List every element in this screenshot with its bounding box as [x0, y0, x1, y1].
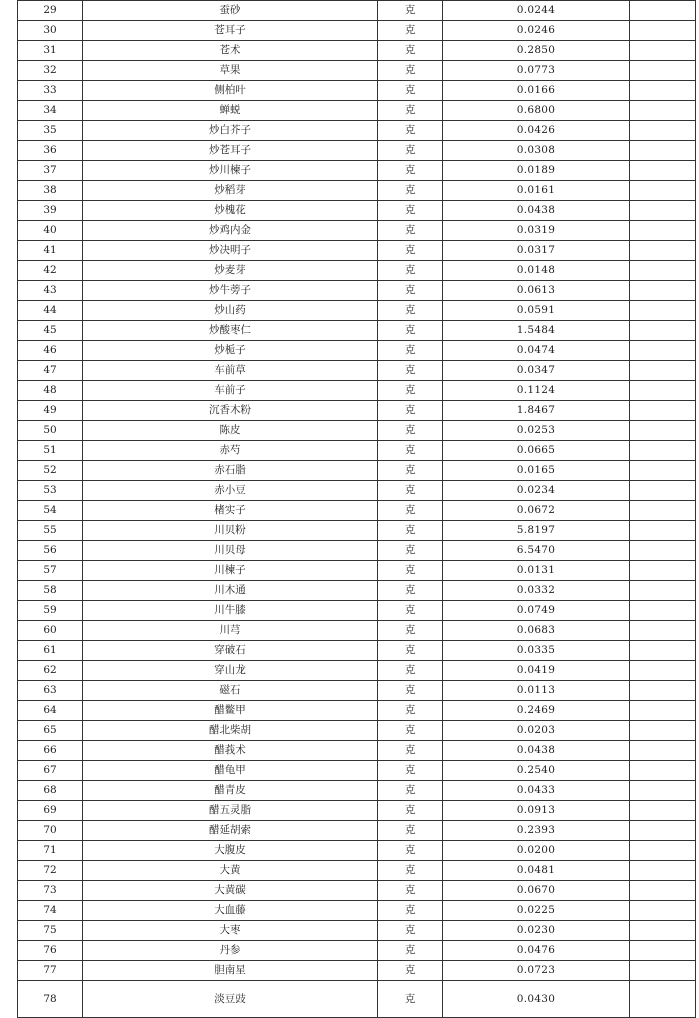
row-number-cell: 40	[18, 221, 83, 241]
remark-cell	[630, 81, 696, 101]
unit-cell: 克	[378, 881, 443, 901]
price-cell: 0.0474	[443, 341, 630, 361]
table-row	[18, 841, 696, 861]
price-cell: 0.0246	[443, 21, 630, 41]
herb-name-cell: 川贝粉	[83, 521, 378, 541]
table-row	[18, 701, 696, 721]
table-row	[18, 581, 696, 601]
price-cell: 0.0347	[443, 361, 630, 381]
unit-cell: 克	[378, 421, 443, 441]
unit-cell: 克	[378, 621, 443, 641]
herb-name-cell: 丹参	[83, 941, 378, 961]
herb-name-cell: 穿山龙	[83, 661, 378, 681]
unit-cell: 克	[378, 481, 443, 501]
table-row	[18, 821, 696, 841]
herb-name-cell: 醋鳖甲	[83, 701, 378, 721]
unit-cell: 克	[378, 261, 443, 281]
price-cell: 0.0335	[443, 641, 630, 661]
row-number-cell: 53	[18, 481, 83, 501]
table-row	[18, 401, 696, 421]
herb-name-cell: 炒槐花	[83, 201, 378, 221]
row-number-cell: 61	[18, 641, 83, 661]
price-cell: 1.8467	[443, 401, 630, 421]
herb-name-cell: 川芎	[83, 621, 378, 641]
row-number-cell: 63	[18, 681, 83, 701]
remark-cell	[630, 361, 696, 381]
row-number-cell: 69	[18, 801, 83, 821]
row-number-cell: 51	[18, 441, 83, 461]
table-row	[18, 681, 696, 701]
unit-cell: 克	[378, 61, 443, 81]
remark-cell	[630, 301, 696, 321]
table-row	[18, 201, 696, 221]
table-row	[18, 721, 696, 741]
table-row	[18, 921, 696, 941]
row-number-cell: 45	[18, 321, 83, 341]
unit-cell: 克	[378, 41, 443, 61]
herb-name-cell: 炒川楝子	[83, 161, 378, 181]
remark-cell	[630, 461, 696, 481]
table-row	[18, 661, 696, 681]
herb-name-cell: 大枣	[83, 921, 378, 941]
row-number-cell: 44	[18, 301, 83, 321]
herb-name-cell: 川楝子	[83, 561, 378, 581]
price-cell: 0.0433	[443, 781, 630, 801]
unit-cell: 克	[378, 961, 443, 981]
herb-name-cell: 胆南星	[83, 961, 378, 981]
table-row	[18, 101, 696, 121]
herb-name-cell: 赤芍	[83, 441, 378, 461]
herb-name-cell: 大血藤	[83, 901, 378, 921]
table-row	[18, 301, 696, 321]
price-cell: 0.0234	[443, 481, 630, 501]
unit-cell: 克	[378, 941, 443, 961]
price-cell: 0.2469	[443, 701, 630, 721]
remark-cell	[630, 761, 696, 781]
price-cell: 0.0148	[443, 261, 630, 281]
table-row	[18, 381, 696, 401]
remark-cell	[630, 341, 696, 361]
table-row	[18, 541, 696, 561]
unit-cell: 克	[378, 121, 443, 141]
remark-cell	[630, 641, 696, 661]
unit-cell: 克	[378, 341, 443, 361]
remark-cell	[630, 401, 696, 421]
unit-cell: 克	[378, 901, 443, 921]
row-number-cell: 56	[18, 541, 83, 561]
row-number-cell: 68	[18, 781, 83, 801]
row-number-cell: 29	[18, 1, 83, 21]
remark-cell	[630, 41, 696, 61]
remark-cell	[630, 561, 696, 581]
row-number-cell: 41	[18, 241, 83, 261]
herb-name-cell: 炒麦芽	[83, 261, 378, 281]
remark-cell	[630, 481, 696, 501]
row-number-cell: 34	[18, 101, 83, 121]
price-cell: 0.0773	[443, 61, 630, 81]
herb-name-cell: 川木通	[83, 581, 378, 601]
unit-cell: 克	[378, 921, 443, 941]
price-cell: 5.8197	[443, 521, 630, 541]
row-number-cell: 60	[18, 621, 83, 641]
remark-cell	[630, 201, 696, 221]
unit-cell: 克	[378, 461, 443, 481]
price-cell: 0.0200	[443, 841, 630, 861]
table-row	[18, 321, 696, 341]
row-number-cell: 35	[18, 121, 83, 141]
row-number-cell: 74	[18, 901, 83, 921]
price-cell: 1.5484	[443, 321, 630, 341]
unit-cell: 克	[378, 981, 443, 1018]
unit-cell: 克	[378, 21, 443, 41]
unit-cell: 克	[378, 441, 443, 461]
price-cell: 6.5470	[443, 541, 630, 561]
herb-name-cell: 醋延胡索	[83, 821, 378, 841]
price-cell: 0.0189	[443, 161, 630, 181]
remark-cell	[630, 281, 696, 301]
remark-cell	[630, 741, 696, 761]
unit-cell: 克	[378, 241, 443, 261]
table-row	[18, 361, 696, 381]
remark-cell	[630, 161, 696, 181]
herb-name-cell: 赤石脂	[83, 461, 378, 481]
table-row	[18, 221, 696, 241]
remark-cell	[630, 861, 696, 881]
herb-name-cell: 楮实子	[83, 501, 378, 521]
unit-cell: 克	[378, 161, 443, 181]
unit-cell: 克	[378, 101, 443, 121]
row-number-cell: 49	[18, 401, 83, 421]
unit-cell: 克	[378, 721, 443, 741]
row-number-cell: 30	[18, 21, 83, 41]
price-cell: 0.0430	[443, 981, 630, 1018]
table-row	[18, 481, 696, 501]
herb-name-cell: 炒白芥子	[83, 121, 378, 141]
unit-cell: 克	[378, 781, 443, 801]
unit-cell: 克	[378, 641, 443, 661]
unit-cell: 克	[378, 501, 443, 521]
table-row	[18, 641, 696, 661]
table-row	[18, 1, 696, 21]
row-number-cell: 57	[18, 561, 83, 581]
table-row	[18, 861, 696, 881]
herb-name-cell: 侧柏叶	[83, 81, 378, 101]
remark-cell	[630, 241, 696, 261]
row-number-cell: 66	[18, 741, 83, 761]
table-row	[18, 881, 696, 901]
unit-cell: 克	[378, 521, 443, 541]
remark-cell	[630, 61, 696, 81]
herb-price-table	[17, 0, 696, 1018]
table-row	[18, 161, 696, 181]
price-cell: 0.2393	[443, 821, 630, 841]
remark-cell	[630, 781, 696, 801]
price-cell: 0.0438	[443, 741, 630, 761]
table-row	[18, 141, 696, 161]
unit-cell: 克	[378, 601, 443, 621]
unit-cell: 克	[378, 141, 443, 161]
unit-cell: 克	[378, 301, 443, 321]
herb-name-cell: 苍术	[83, 41, 378, 61]
row-number-cell: 62	[18, 661, 83, 681]
price-cell: 0.0317	[443, 241, 630, 261]
herb-name-cell: 炒栀子	[83, 341, 378, 361]
unit-cell: 克	[378, 741, 443, 761]
unit-cell: 克	[378, 701, 443, 721]
remark-cell	[630, 801, 696, 821]
unit-cell: 克	[378, 761, 443, 781]
table-row	[18, 181, 696, 201]
row-number-cell: 52	[18, 461, 83, 481]
row-number-cell: 54	[18, 501, 83, 521]
price-cell: 0.2850	[443, 41, 630, 61]
herb-name-cell: 川贝母	[83, 541, 378, 561]
price-cell: 0.0438	[443, 201, 630, 221]
herb-name-cell: 炒稻芽	[83, 181, 378, 201]
table-row	[18, 461, 696, 481]
price-cell: 0.0426	[443, 121, 630, 141]
row-number-cell: 37	[18, 161, 83, 181]
row-number-cell: 55	[18, 521, 83, 541]
unit-cell: 克	[378, 221, 443, 241]
remark-cell	[630, 681, 696, 701]
remark-cell	[630, 921, 696, 941]
price-cell: 0.0131	[443, 561, 630, 581]
herb-name-cell: 草果	[83, 61, 378, 81]
remark-cell	[630, 701, 696, 721]
herb-name-cell: 炒酸枣仁	[83, 321, 378, 341]
row-number-cell: 43	[18, 281, 83, 301]
price-cell: 0.0665	[443, 441, 630, 461]
row-number-cell: 50	[18, 421, 83, 441]
price-cell: 0.0591	[443, 301, 630, 321]
table-row	[18, 41, 696, 61]
row-number-cell: 64	[18, 701, 83, 721]
row-number-cell: 42	[18, 261, 83, 281]
row-number-cell: 31	[18, 41, 83, 61]
table-row	[18, 501, 696, 521]
price-cell: 0.0332	[443, 581, 630, 601]
price-cell: 0.0683	[443, 621, 630, 641]
price-cell: 0.0244	[443, 1, 630, 21]
price-cell: 0.0203	[443, 721, 630, 741]
table-row	[18, 21, 696, 41]
price-cell: 0.0723	[443, 961, 630, 981]
row-number-cell: 39	[18, 201, 83, 221]
table-row	[18, 441, 696, 461]
herb-name-cell: 苍耳子	[83, 21, 378, 41]
table-row	[18, 561, 696, 581]
unit-cell: 克	[378, 361, 443, 381]
table-row	[18, 901, 696, 921]
herb-name-cell: 车前草	[83, 361, 378, 381]
remark-cell	[630, 1, 696, 21]
herb-name-cell: 醋龟甲	[83, 761, 378, 781]
unit-cell: 克	[378, 541, 443, 561]
row-number-cell: 70	[18, 821, 83, 841]
herb-name-cell: 陈皮	[83, 421, 378, 441]
herb-name-cell: 川牛膝	[83, 601, 378, 621]
herb-name-cell: 淡豆豉	[83, 981, 378, 1018]
remark-cell	[630, 181, 696, 201]
row-number-cell: 67	[18, 761, 83, 781]
remark-cell	[630, 21, 696, 41]
remark-cell	[630, 581, 696, 601]
remark-cell	[630, 521, 696, 541]
row-number-cell: 38	[18, 181, 83, 201]
remark-cell	[630, 661, 696, 681]
remark-cell	[630, 821, 696, 841]
table-row	[18, 121, 696, 141]
unit-cell: 克	[378, 281, 443, 301]
row-number-cell: 76	[18, 941, 83, 961]
row-number-cell: 72	[18, 861, 83, 881]
row-number-cell: 47	[18, 361, 83, 381]
remark-cell	[630, 881, 696, 901]
remark-cell	[630, 221, 696, 241]
herb-name-cell: 炒牛蒡子	[83, 281, 378, 301]
remark-cell	[630, 941, 696, 961]
price-cell: 0.0419	[443, 661, 630, 681]
price-cell: 0.0319	[443, 221, 630, 241]
table-row	[18, 941, 696, 961]
row-number-cell: 71	[18, 841, 83, 861]
table-row	[18, 421, 696, 441]
herb-name-cell: 醋莪术	[83, 741, 378, 761]
table-row	[18, 621, 696, 641]
price-cell: 0.0113	[443, 681, 630, 701]
price-cell: 0.0253	[443, 421, 630, 441]
unit-cell: 克	[378, 81, 443, 101]
herb-name-cell: 蚕砂	[83, 1, 378, 21]
herb-name-cell: 醋五灵脂	[83, 801, 378, 821]
unit-cell: 克	[378, 181, 443, 201]
table-row	[18, 81, 696, 101]
table-row	[18, 61, 696, 81]
herb-name-cell: 炒鸡内金	[83, 221, 378, 241]
table-row	[18, 341, 696, 361]
remark-cell	[630, 501, 696, 521]
unit-cell: 克	[378, 841, 443, 861]
herb-name-cell: 沉香木粉	[83, 401, 378, 421]
price-cell: 0.0672	[443, 501, 630, 521]
unit-cell: 克	[378, 821, 443, 841]
remark-cell	[630, 961, 696, 981]
price-cell: 0.0481	[443, 861, 630, 881]
price-cell: 0.0230	[443, 921, 630, 941]
herb-name-cell: 醋青皮	[83, 781, 378, 801]
price-cell: 0.0225	[443, 901, 630, 921]
row-number-cell: 33	[18, 81, 83, 101]
herb-name-cell: 车前子	[83, 381, 378, 401]
table-row	[18, 961, 696, 981]
row-number-cell: 77	[18, 961, 83, 981]
table-row	[18, 781, 696, 801]
herb-name-cell: 大腹皮	[83, 841, 378, 861]
price-cell: 0.0165	[443, 461, 630, 481]
table-row	[18, 801, 696, 821]
unit-cell: 克	[378, 401, 443, 421]
row-number-cell: 65	[18, 721, 83, 741]
table-row	[18, 521, 696, 541]
herb-name-cell: 炒山药	[83, 301, 378, 321]
price-cell: 0.0670	[443, 881, 630, 901]
unit-cell: 克	[378, 801, 443, 821]
table-row	[18, 281, 696, 301]
remark-cell	[630, 901, 696, 921]
price-cell: 0.0749	[443, 601, 630, 621]
price-cell: 0.0308	[443, 141, 630, 161]
unit-cell: 克	[378, 381, 443, 401]
table-row	[18, 601, 696, 621]
table-row	[18, 241, 696, 261]
unit-cell: 克	[378, 661, 443, 681]
herb-name-cell: 大黄	[83, 861, 378, 881]
unit-cell: 克	[378, 321, 443, 341]
row-number-cell: 46	[18, 341, 83, 361]
remark-cell	[630, 421, 696, 441]
herb-name-cell: 大黄碳	[83, 881, 378, 901]
price-cell: 0.1124	[443, 381, 630, 401]
row-number-cell: 32	[18, 61, 83, 81]
row-number-cell: 78	[18, 981, 83, 1018]
price-cell: 0.2540	[443, 761, 630, 781]
unit-cell: 克	[378, 1, 443, 21]
remark-cell	[630, 721, 696, 741]
unit-cell: 克	[378, 581, 443, 601]
price-cell: 0.0476	[443, 941, 630, 961]
remark-cell	[630, 321, 696, 341]
remark-cell	[630, 601, 696, 621]
table-row	[18, 741, 696, 761]
remark-cell	[630, 841, 696, 861]
price-cell: 0.0613	[443, 281, 630, 301]
row-number-cell: 58	[18, 581, 83, 601]
row-number-cell: 73	[18, 881, 83, 901]
herb-name-cell: 醋北柴胡	[83, 721, 378, 741]
row-number-cell: 36	[18, 141, 83, 161]
price-cell: 0.6800	[443, 101, 630, 121]
unit-cell: 克	[378, 681, 443, 701]
herb-name-cell: 赤小豆	[83, 481, 378, 501]
remark-cell	[630, 101, 696, 121]
remark-cell	[630, 541, 696, 561]
row-number-cell: 48	[18, 381, 83, 401]
remark-cell	[630, 121, 696, 141]
row-number-cell: 75	[18, 921, 83, 941]
row-number-cell: 59	[18, 601, 83, 621]
table-row	[18, 261, 696, 281]
herb-name-cell: 蝉蜕	[83, 101, 378, 121]
unit-cell: 克	[378, 201, 443, 221]
price-cell: 0.0913	[443, 801, 630, 821]
remark-cell	[630, 441, 696, 461]
price-cell: 0.0161	[443, 181, 630, 201]
herb-name-cell: 炒苍耳子	[83, 141, 378, 161]
price-cell: 0.0166	[443, 81, 630, 101]
table-row	[18, 761, 696, 781]
remark-cell	[630, 141, 696, 161]
unit-cell: 克	[378, 561, 443, 581]
herb-name-cell: 炒决明子	[83, 241, 378, 261]
remark-cell	[630, 621, 696, 641]
herb-name-cell: 穿破石	[83, 641, 378, 661]
remark-cell	[630, 381, 696, 401]
herb-name-cell: 磁石	[83, 681, 378, 701]
unit-cell: 克	[378, 861, 443, 881]
remark-cell	[630, 261, 696, 281]
